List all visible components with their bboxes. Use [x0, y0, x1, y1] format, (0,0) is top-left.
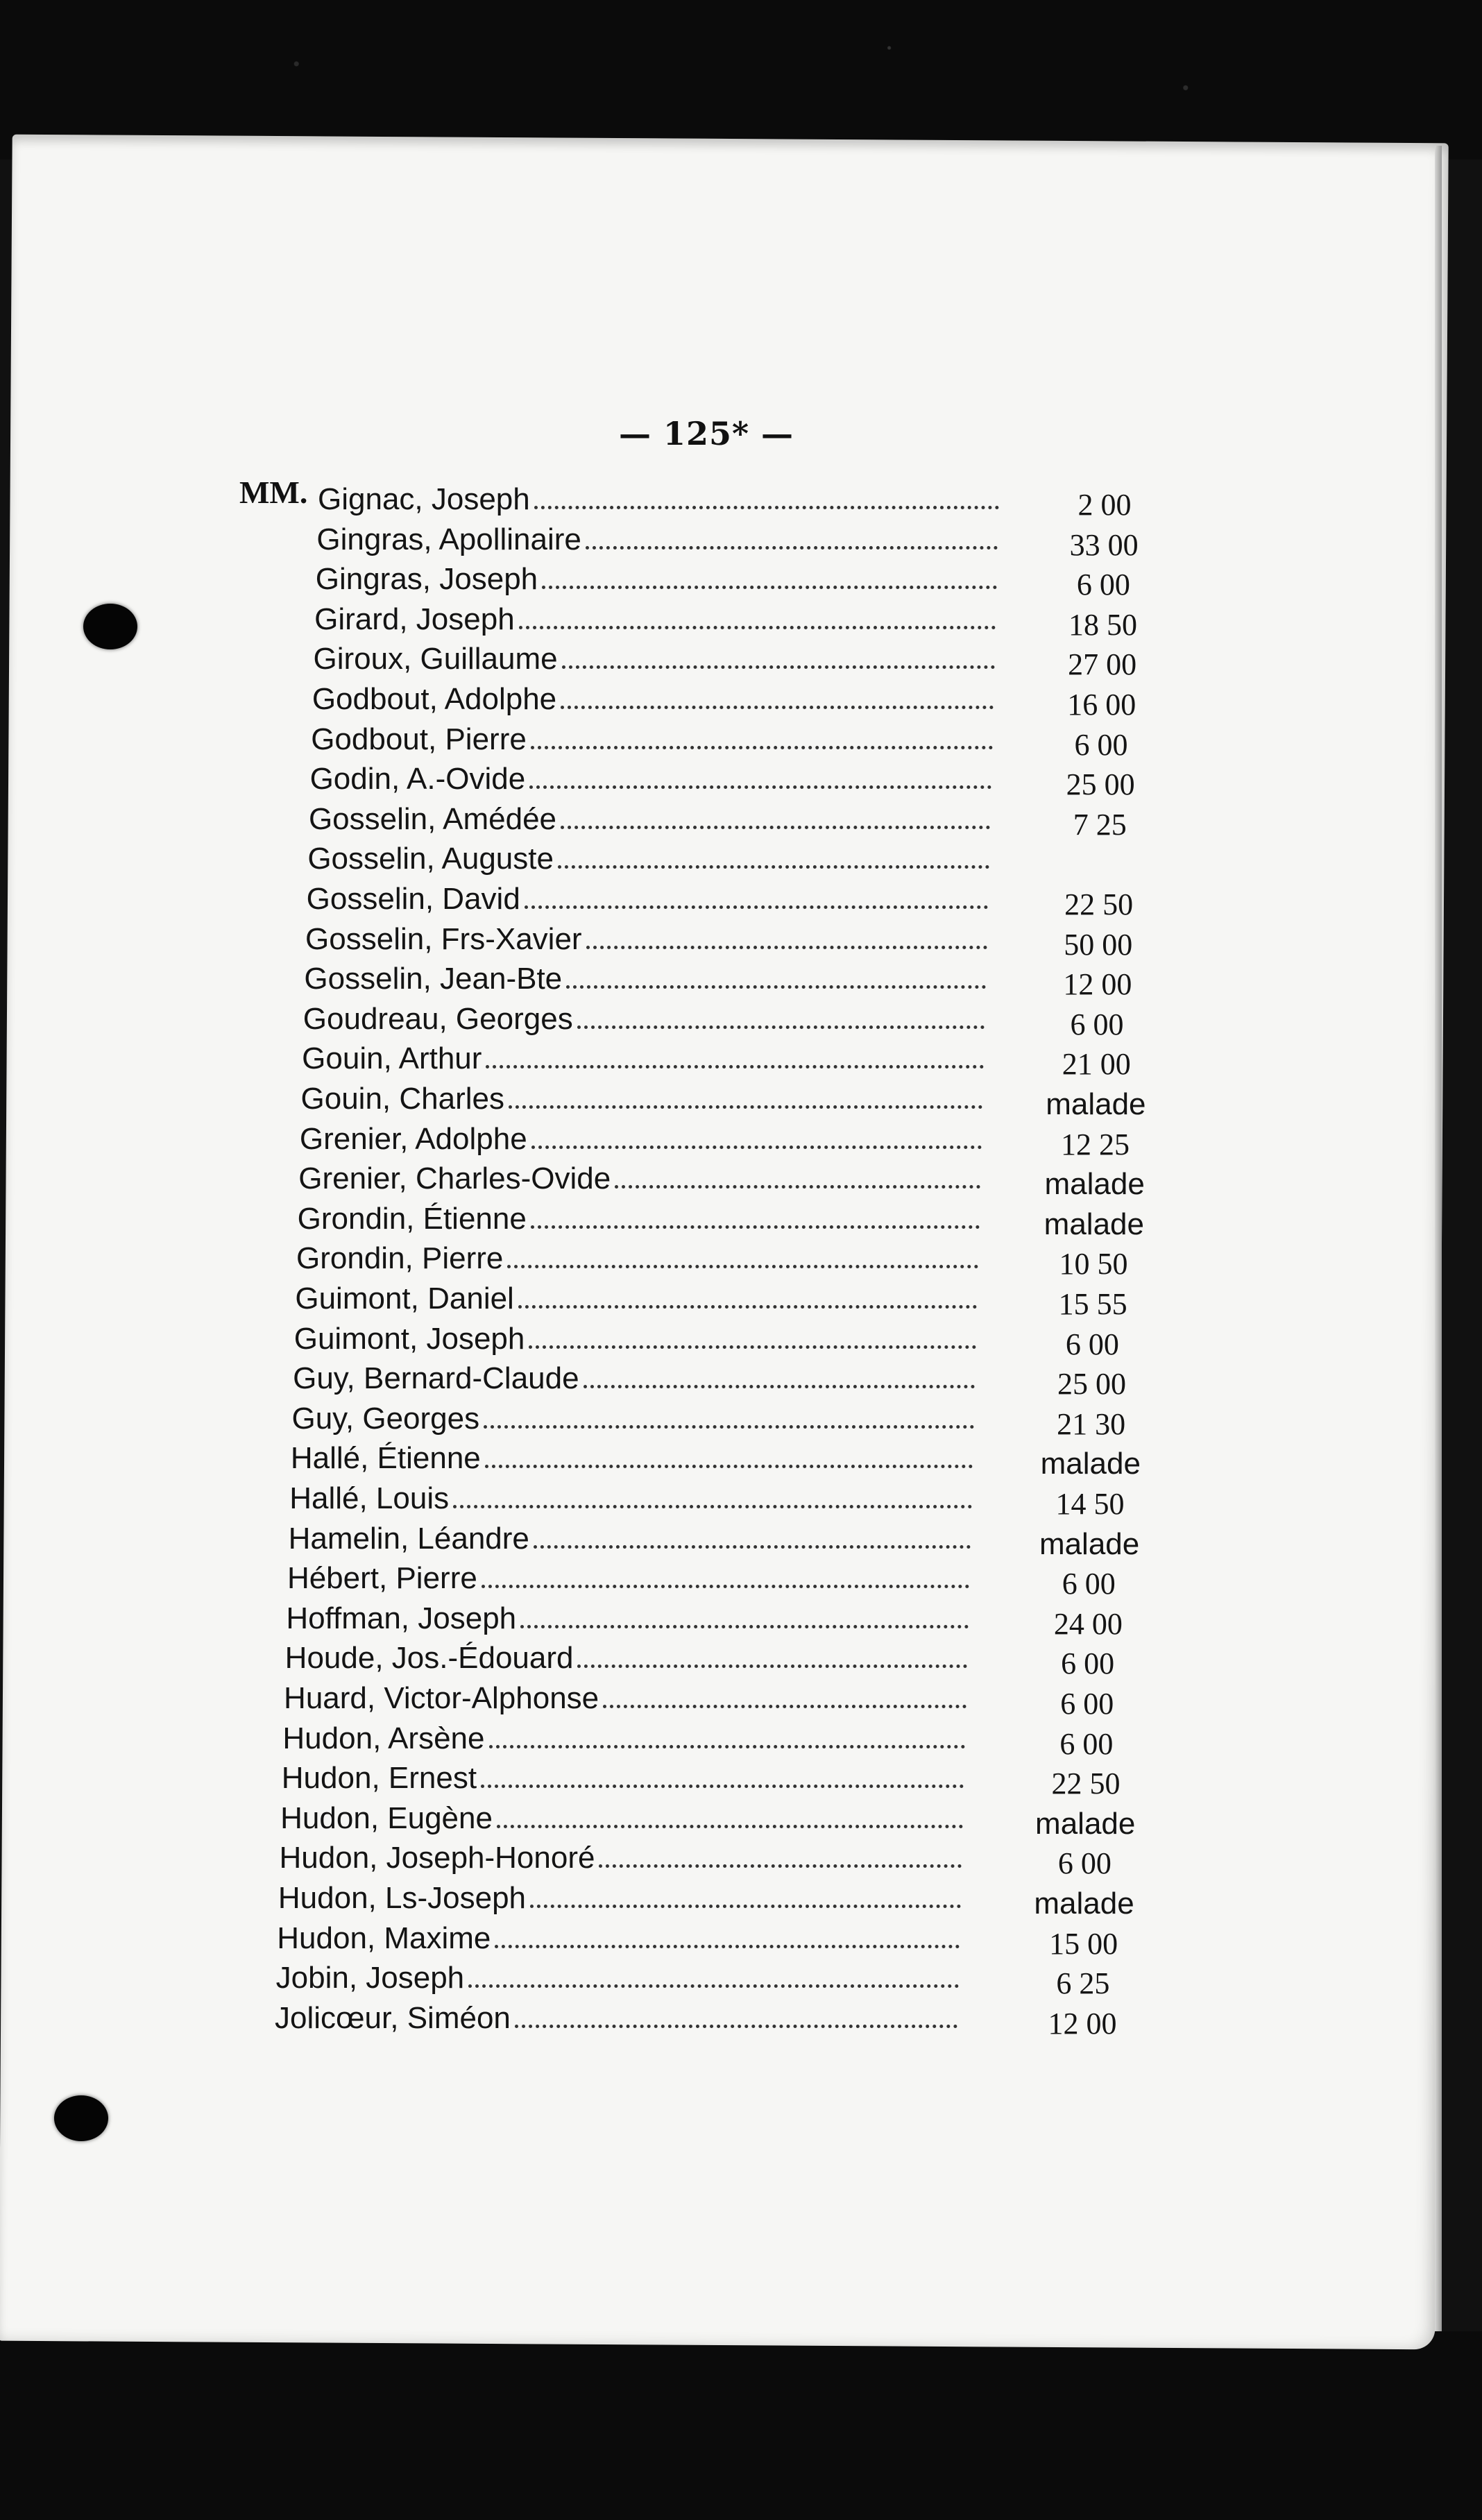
- list-item: [295, 1277, 984, 1317]
- dot-leader: [542, 586, 997, 589]
- subscription-amount: 2 00: [1078, 488, 1132, 522]
- dot-leader: [468, 1984, 958, 1988]
- subscription-amount: 22 50: [1051, 1766, 1121, 1801]
- subscriber-name: Grondin, Pierre: [296, 1241, 504, 1276]
- subscriber-name: Girard, Joseph: [314, 602, 515, 636]
- list-item: [311, 717, 999, 758]
- list-item: [287, 1556, 976, 1597]
- subscriber-name: Gouin, Charles: [300, 1082, 504, 1116]
- dot-leader: [481, 1785, 964, 1788]
- subscription-amount: 50 00: [1064, 927, 1133, 962]
- punch-hole-upper: [83, 604, 137, 649]
- dot-leader: [520, 1625, 969, 1628]
- list-item: [316, 557, 1004, 597]
- subscriber-name: Godbout, Pierre: [311, 722, 527, 756]
- subscriber-name: Hallé, Louis: [289, 1481, 450, 1515]
- subscription-amount: malade: [1040, 1447, 1141, 1481]
- subscriber-name: Gingras, Apollinaire: [316, 522, 581, 556]
- subscriber-name: Hamelin, Léandre: [288, 1521, 529, 1556]
- subscription-amount: 22 50: [1064, 887, 1134, 921]
- subscriber-name: Hudon, Ls-Joseph: [278, 1881, 527, 1915]
- honorific-prefix: MM.: [239, 475, 308, 510]
- subscription-amount: 24 00: [1053, 1606, 1123, 1641]
- subscription-amount: 12 00: [1063, 967, 1132, 1002]
- dot-leader: [530, 1905, 961, 1908]
- subscription-amount: 16 00: [1067, 688, 1136, 722]
- dot-leader: [586, 546, 998, 550]
- list-item: [304, 957, 993, 997]
- dot-leader: [534, 506, 999, 509]
- subscriber-name: Gosselin, Frs-Xavier: [305, 921, 582, 956]
- subscription-amount: 6 00: [1062, 1567, 1116, 1601]
- dot-leader: [558, 865, 989, 869]
- list-item: [289, 1517, 978, 1557]
- dot-leader: [561, 826, 990, 829]
- subscriber-name: Hudon, Ernest: [281, 1761, 477, 1796]
- subscriber-name: Hébert, Pierre: [287, 1561, 477, 1596]
- dot-leader: [507, 1265, 978, 1268]
- subscription-amount: 6 25: [1056, 1966, 1110, 2001]
- scan-background-bottom: [0, 2331, 1482, 2520]
- subscription-amount: 25 00: [1057, 1367, 1126, 1402]
- list-item: [298, 1197, 987, 1237]
- subscription-amount: 10 50: [1059, 1247, 1128, 1282]
- punch-hole-lower: [54, 2095, 108, 2141]
- subscription-amount: 15 55: [1058, 1287, 1127, 1321]
- subscription-amount: 6 00: [1057, 1846, 1112, 1881]
- subscriber-name: Guy, Bernard-Claude: [293, 1361, 579, 1396]
- list-item: [298, 1157, 987, 1197]
- subscriber-name: Gignac, Joseph: [318, 482, 530, 516]
- page-number: — 125* —: [618, 415, 794, 452]
- dot-leader: [485, 1465, 973, 1468]
- list-item: [285, 1636, 975, 1676]
- subscription-amount: 6 00: [1076, 568, 1130, 602]
- subscription-amount: 14 50: [1055, 1487, 1125, 1521]
- subscription-amount: 12 00: [1048, 2006, 1117, 2041]
- subscriber-name: Guimont, Daniel: [295, 1282, 514, 1316]
- subscriber-name: Hudon, Joseph-Honoré: [279, 1841, 595, 1875]
- subscriber-name: Grondin, Étienne: [297, 1201, 527, 1236]
- list-item: [282, 1717, 972, 1757]
- subscription-amount: 33 00: [1069, 527, 1139, 562]
- dot-leader: [453, 1505, 971, 1508]
- subscriber-name: Godin, A.-Ovide: [309, 762, 526, 797]
- subscriber-name: Gosselin, Jean-Bte: [304, 962, 563, 996]
- subscriber-name: Hoffman, Joseph: [286, 1601, 517, 1635]
- subscription-amount: malade: [1034, 1887, 1134, 1921]
- subscription-amount: malade: [1039, 1526, 1140, 1561]
- subscriber-name: Jobin, Joseph: [275, 1961, 465, 1995]
- subscriber-name: Hudon, Eugène: [280, 1800, 493, 1835]
- page-edge: [1435, 146, 1442, 2331]
- list-item: [302, 1037, 991, 1077]
- dot-leader: [489, 1745, 966, 1748]
- subscriber-name: Hudon, Maxime: [277, 1921, 491, 1955]
- list-item: [296, 1236, 985, 1277]
- subscriber-name: Hudon, Arsène: [282, 1721, 485, 1755]
- subscriber-name: Gingras, Joseph: [315, 562, 538, 597]
- dot-leader: [529, 1345, 976, 1349]
- list-item: [312, 677, 1000, 717]
- subscriber-name: Jolicœur, Siméon: [275, 2000, 511, 2035]
- subscriber-name: Gosselin, David: [306, 882, 520, 916]
- subscription-amount: malade: [1035, 1806, 1136, 1841]
- list-item: [291, 1436, 980, 1476]
- subscriber-name: Huard, Victor-Alphonse: [284, 1681, 599, 1715]
- subscriber-name: Gosselin, Amédée: [308, 801, 557, 836]
- dot-leader: [599, 1864, 962, 1868]
- list-item: [294, 1317, 983, 1357]
- subscription-amount: 21 00: [1062, 1047, 1131, 1082]
- dot-leader: [486, 1065, 983, 1069]
- dot-leader: [586, 946, 987, 949]
- dot-leader: [577, 1025, 985, 1029]
- dot-leader: [561, 706, 994, 709]
- subscription-amount: 6 00: [1061, 1646, 1115, 1681]
- subscription-amount: 18 50: [1068, 607, 1137, 642]
- list-item: [284, 1676, 973, 1717]
- dot-leader: [484, 1425, 974, 1429]
- dot-leader: [615, 1185, 980, 1189]
- list-item: [289, 1476, 978, 1517]
- dot-leader: [562, 665, 995, 669]
- list-item: [303, 997, 992, 1037]
- subscription-amount: 21 30: [1057, 1406, 1126, 1441]
- subscriber-name: Goudreau, Georges: [303, 1001, 573, 1036]
- dot-leader: [531, 1146, 982, 1149]
- subscription-amount: 27 00: [1068, 647, 1137, 682]
- subscription-amount: malade: [1044, 1207, 1144, 1241]
- dot-leader: [497, 1825, 963, 1828]
- list-item: [313, 637, 1001, 677]
- list-item: [300, 1117, 989, 1157]
- dot-leader: [531, 1225, 980, 1229]
- list-item: [291, 1397, 980, 1437]
- subscription-amount: 7 25: [1073, 807, 1127, 842]
- subscriber-name: Hallé, Étienne: [290, 1441, 481, 1476]
- dot-leader: [515, 2025, 957, 2028]
- dot-leader: [566, 985, 986, 989]
- list-item: [282, 1756, 971, 1796]
- subscription-amount: 25 00: [1066, 767, 1135, 802]
- dot-leader: [482, 1585, 970, 1588]
- subscription-amount: malade: [1044, 1167, 1145, 1202]
- subscriber-name: Guy, Georges: [291, 1401, 480, 1436]
- list-item: [316, 518, 1005, 558]
- list-item: [278, 1876, 968, 1916]
- list-item: [309, 797, 997, 837]
- subscriber-name: Guimont, Joseph: [293, 1321, 525, 1356]
- subscription-amount: malade: [1046, 1087, 1146, 1121]
- dot-leader: [584, 1385, 976, 1388]
- list-item: [277, 1916, 966, 1957]
- subscriber-name: Godbout, Adolphe: [312, 682, 557, 716]
- dot-leader: [529, 785, 991, 789]
- list-item: [318, 477, 1006, 518]
- subscription-amount: 6 00: [1059, 1726, 1114, 1761]
- dot-leader: [519, 626, 996, 629]
- dot-leader: [534, 1545, 971, 1549]
- subscription-amount: 6 00: [1070, 1007, 1124, 1041]
- list-item: [286, 1597, 975, 1637]
- list-item: [314, 597, 1003, 638]
- list-item: [293, 1356, 982, 1397]
- subscription-amount: 6 00: [1060, 1687, 1114, 1721]
- list-item: [276, 1956, 966, 1996]
- subscriber-name: Grenier, Charles-Ovide: [298, 1161, 611, 1196]
- list-item: [307, 837, 996, 877]
- dot-leader: [525, 905, 988, 909]
- subscription-amount: 6 00: [1065, 1327, 1119, 1361]
- dot-leader: [518, 1305, 978, 1309]
- dot-leader: [509, 1105, 982, 1109]
- dot-leader: [603, 1705, 966, 1708]
- list-item: [280, 1836, 969, 1876]
- subscriber-name: Gouin, Arthur: [302, 1041, 482, 1076]
- subscriber-name: Giroux, Guillaume: [313, 642, 558, 676]
- subscriber-name: Gosselin, Auguste: [307, 842, 554, 876]
- dot-leader: [495, 1945, 960, 1948]
- list-item: [307, 877, 996, 917]
- dot-leader: [531, 746, 993, 749]
- subscription-amount: 6 00: [1074, 727, 1128, 762]
- subscription-amount: 15 00: [1049, 1926, 1118, 1961]
- dot-leader: [577, 1665, 967, 1668]
- subscription-amount: 12 25: [1061, 1127, 1130, 1161]
- subscriber-name: Grenier, Adolphe: [299, 1121, 527, 1156]
- list-item: [310, 757, 998, 797]
- subscriber-name: Houde, Jos.-Édouard: [284, 1641, 574, 1676]
- list-item: [275, 1996, 964, 2036]
- list-item: [280, 1796, 970, 1837]
- list-item: [305, 917, 994, 957]
- list-item: [301, 1077, 990, 1117]
